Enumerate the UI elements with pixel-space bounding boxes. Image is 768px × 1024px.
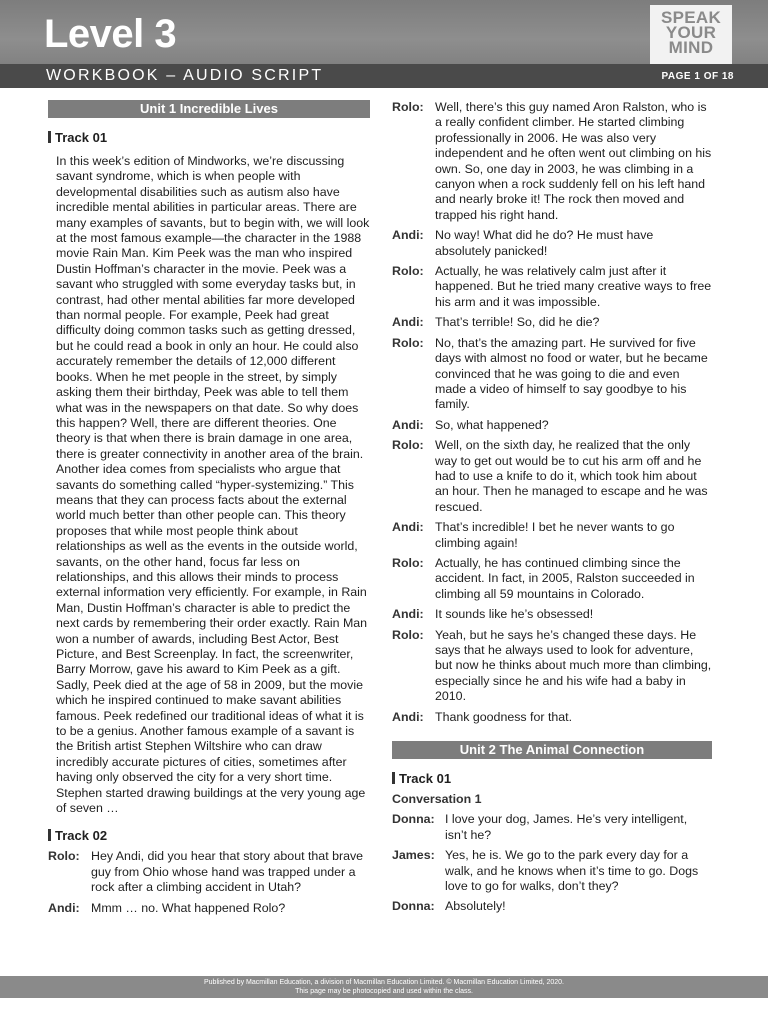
utterance: It sounds like he’s obsessed! [435,607,594,622]
track-label: Track 01 [399,771,452,787]
dialogue-line [392,264,712,310]
unit1-heading: Unit 1 Incredible Lives [48,100,370,118]
dialogue-line [392,848,712,894]
utterance: Actually, he has continued climbing since the accident. In fact, in 2005, Ralston succeeded in climbing all 59 mountains in Colorado. [435,555,695,601]
dialogue-line [48,901,370,916]
utterance: Thank goodness for that. [435,709,573,724]
speaker: Rolo: [392,100,424,114]
unit2-heading: Unit 2 The Animal Connection [392,741,712,759]
speak-your-mind-logo [650,5,732,67]
unit1-narration: In this week’s edition of Mindworks, we’re discussing savant syndrome, which is when people with developmental disabilities such as autism also have incredible mental abilities in particular areas. There are many examples of savants, but to begin with, we will look at the most famous example—the character in the 1988 movie Rain Man. Kim Peek was the man who inspired Dustin Hoffman’s character in the movie. Peek was a savant who struggled with some everyday tasks but, in contrast, had other mental abilities far more developed than normal people. For example, Peek had great difficulty doing common tasks such as getting dressed, but he could read a book in only an hour. He could also accurately remember the details of 12,000 different books. When he met people in the street, by simply asking them their birthday, Peek was able to tell them what was in the newspapers on that date. So why does this happen? Well, there are different theories. One theory is that when there is brain damage in one area, there is greater connectivity in another area of the brain. Another idea comes from specialists who argue that savants do something called “hyper-systemizing.” This means that they can process facts about the external world much better than other people can. This theory proposes that while most people think about relationships as well as the events in the outside world, savants, on the other hand, focus far less on relationships, and this allows their minds to process external information very efficiently. For example, in Rain Man, Dustin Hoffman’s character is able to predict the next cards by remembering their order exactly. Rain Man won a number of awards, including Best Actor, Best Picture, and Best Screenplay. In fact, the screenwriter, Barry Morrow, gave his award to Kim Peek as a gift. Sadly, Peek died at the age of 58 in 2009, but the movie which he inspired continued to make savant abilities famous. Peek redefined our traditional ideas of what it is to be a genius. Another famous example of a savant is the British artist Stephen Wiltshire who can draw incredibly accurate pictures of cities, sometimes after having only observed the city for a very short time. Stephen started drawing buildings at the very young age of seven … [56,154,370,816]
speaker: Rolo: [392,335,424,350]
conversation-label: Conversation 1 [392,792,482,807]
speaker: Andi: [392,315,424,330]
dialogue-line [392,628,712,705]
speaker: Rolo: [48,849,80,864]
footer-copyright: Published by Macmillan Education, a division of Macmillan Education Limited. © Macmillan Education Limited, 2020. [203,979,564,986]
utterance: I love your dog, James. He’s very intelligent, isn’t he? [445,812,688,842]
speaker: Andi: [392,520,424,535]
speaker: James: [392,848,435,863]
unit2-track01-heading [392,771,712,787]
utterance: No way! What did he do? He must have absolutely panicked! [435,228,654,258]
utterance: Absolutely! [445,899,506,914]
dialogue-line [392,812,712,843]
logo-line-3: MIND [668,38,714,57]
utterance: That’s incredible! I bet he never wants to go climbing again! [435,520,675,550]
speaker: Rolo: [392,627,424,642]
utterance: That’s terrible! So, did he die? [435,315,600,330]
footer-photocopy-note: This page may be photocopied and used within the class. [295,988,473,995]
unit1-track01-heading [48,130,370,146]
track-marker-icon [392,772,395,784]
speaker: Andi: [392,228,424,243]
header-banner [0,0,768,88]
workbook-subtitle: WORKBOOK – AUDIO SCRIPT [46,67,324,84]
dialogue-line [48,849,370,895]
page-indicator: PAGE 1 OF 18 [661,71,734,82]
subtitle-bar [0,64,768,88]
dialogue-line [392,899,712,914]
dialogue-line [392,438,712,515]
utterance: So, what happened? [435,417,549,432]
utterance: Hey Andi, did you hear that story about that brave guy from Ohio whose hand was trapped under a rock after a climbing accident in Utah? [91,849,364,895]
utterance: Yes, he is. We go to the park every day for a walk, and he knows when it’s time to go. Dogs love to go for walks, don’t they? [445,848,699,894]
speaker: Andi: [392,709,424,724]
dialogue-line [392,418,712,433]
left-column [48,100,370,916]
track-marker-icon [48,131,51,143]
utterance: Yeah, but he says he’s changed these days. He says that he always used to look for adventure, but now he thinks about much more than climbing, especially since he and his wife had a baby in 2010. [435,627,712,704]
track-label: Track 02 [55,828,108,844]
dialogue-line [392,315,712,330]
dialogue-line [392,336,712,413]
utterance: Actually, he was relatively calm just after it happened. But he tried many creative ways to free his arm and it was impossible. [435,264,712,309]
dialogue-line [392,556,712,602]
dialogue-line [392,228,712,259]
speaker: Rolo: [392,264,424,279]
logo-line-2: YOUR [665,23,717,42]
right-column [392,100,712,915]
level-title: Level 3 [44,12,177,56]
track-label: Track 01 [55,130,108,145]
utterance: Well, on the sixth day, he realized that the only way to get out would be to cut his arm off and he had to use a knife to do it, which took him about an hour. Then he managed to escape and he was rescued. [435,438,708,514]
speaker: Andi: [392,417,424,432]
speaker: Andi: [48,900,80,915]
dialogue-line [392,710,712,725]
utterance: Mmm … no. What happened Rolo? [91,900,286,915]
dialogue-line [392,520,712,551]
utterance: No, that’s the amazing part. He survived for five days with almost no food or water, but he became convinced that he was going to die and even made a video of himself to say goodbye to his family. [435,335,708,412]
dialogue-line [392,100,712,223]
speaker: Donna: [392,899,435,914]
speaker: Andi: [392,607,424,622]
footer [0,976,768,998]
utterance: Well, there’s this guy named Aron Ralston, who is a really confident climber. He started climbing professionally in 2006. He was also very independent and he often went out climbing on his own. So, one day in 2003, he was climbing in a canyon when a rock suddenly fell on his left hand and nearly broke it! The rock then moved and trapped his right hand. [435,100,712,222]
speaker: Rolo: [392,438,424,453]
track-marker-icon [48,829,51,841]
dialogue-line [392,607,712,622]
unit1-track02-heading [48,828,370,844]
speaker: Donna: [392,812,435,827]
speaker: Rolo: [392,555,424,570]
logo-line-1: SPEAK [660,8,722,27]
